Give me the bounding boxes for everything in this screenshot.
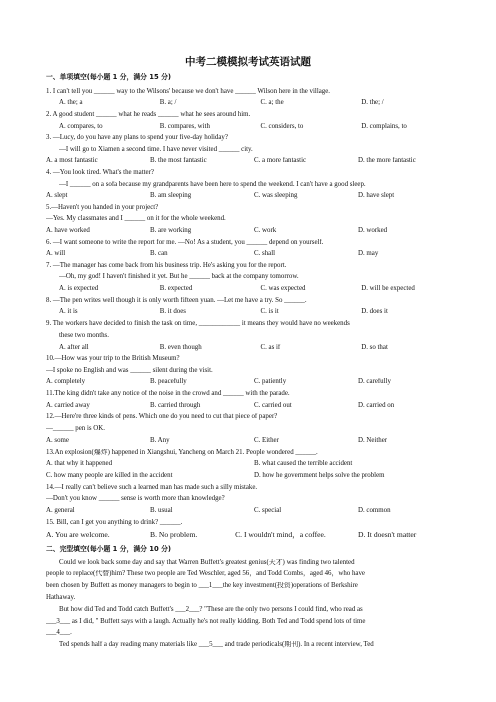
q15-stem: 15. Bill, can I get you anything to drink? ______. — [46, 519, 183, 526]
q11-stem: 11.The king didn't take any notice of the noise in the crowd and ______ with the parade. — [46, 390, 290, 397]
q10-stem: 10.—How was your trip to the British Museum? — [46, 355, 180, 362]
option: D. the more fantastic — [358, 157, 416, 164]
option: D. how he government helps solve the problem — [254, 472, 385, 479]
passage-line: ___3___ as I did, " Buffett says with a laugh. Actually he's not really kidding. Both Ted and Todd spend lots of time — [46, 618, 366, 625]
option: A. a most fantastic — [46, 157, 98, 164]
q7-stem-2: —Oh, my god! I haven't finished it yet. But he ______ back at the company tomorrow. — [59, 273, 299, 280]
option: C. I wouldn't mind，a coffee. — [235, 531, 326, 539]
passage-line: people to replace(代替)him? These two people are Ted Weschler, aged 56，and Todd Combs，aged 46，who have — [46, 570, 365, 577]
option: A. carried away — [46, 402, 90, 409]
q11-options — [46, 402, 462, 410]
option: C. a; the — [260, 99, 284, 106]
option: C. a more fantastic — [254, 157, 307, 164]
option: B. it does — [159, 308, 186, 315]
q13-stem: 13.An explosion(爆炸) happened in Xiangshui, Yancheng on March 21. People wondered ______. — [46, 449, 318, 456]
q4-options — [46, 192, 462, 200]
option: B. No problem. — [150, 531, 198, 539]
q14-stem: 14.—I really can't believe such a learned man has made such a silly mistake. — [46, 484, 258, 491]
section2-heading: 二、完型填空(每小题 1 分，满分 10 分) — [46, 545, 172, 553]
option: C. work — [254, 227, 277, 234]
option: A. the; a — [59, 99, 83, 106]
q14-stem-2: —Don't you know ______ sense is worth more than knowledge? — [46, 495, 225, 502]
option: A. it is — [59, 308, 78, 315]
q10-stem-2: —I spoke no English and was ______ silent during the visit. — [46, 367, 213, 374]
option: C. carried out — [254, 402, 292, 409]
q12-stem: 12.—Here're three kinds of pens. Which one do you need to cut that piece of paper? — [46, 413, 278, 420]
option: A. that why it happened — [46, 460, 113, 467]
passage-line: ___4___. — [46, 629, 72, 636]
option: B. carried through — [150, 402, 201, 409]
q4-stem: 4. —You look tired. What's the matter? — [46, 169, 154, 176]
q5-stem: 5.—Haven't you handed in your project? — [46, 204, 159, 211]
option: A. compares, to — [59, 123, 103, 130]
q8-options — [59, 308, 462, 316]
q7-stem: 7. —The manager has come back from his business trip. He's asking you for the report. — [46, 262, 287, 269]
q1-stem: 1. I can't tell you ______ way to the Wilsons' because we don't have ______ Wilson here in the village. — [46, 88, 331, 95]
option: C. patiently — [254, 378, 287, 385]
option: B. even though — [159, 344, 202, 351]
q4-stem-2: —I ______ on a sofa because my grandparents have been here to spend the weekend. I can't have a good sleep. — [59, 181, 366, 188]
option: C. how many people are killed in the accident — [46, 472, 173, 479]
passage-line: Hathaway. — [46, 594, 76, 601]
q14-options — [46, 507, 462, 515]
q6-options — [46, 250, 462, 258]
q1-options — [59, 99, 462, 107]
passage-line: been chosen by Buffett as money managers to begin to ___1___the key investment(投资)operations of Berkshire — [46, 582, 358, 589]
option: A. You are welcome. — [46, 531, 110, 539]
option: B. what caused the terrible accident — [254, 460, 353, 467]
q2-options — [59, 123, 462, 131]
option: C. shall — [254, 250, 276, 257]
passage-line: Could we look back some day and say that Warren Buffett's greatest genius(天才) was finding two talented — [59, 559, 355, 566]
q2-stem: 2. A good student ______ what he reads ______ what he sees around him. — [46, 111, 251, 118]
page-title: 中考二模模拟考试英语试题 — [185, 56, 311, 68]
q5-stem-2: —Yes. My classmates and I ______ on it for the whole weekend. — [46, 215, 226, 222]
option: C. considers, to — [260, 123, 304, 130]
q13-options-row2 — [46, 472, 462, 480]
passage-line: But how did Ted and Todd catch Buffett's ___2___? "These are the only two persons I could find, who read as — [59, 606, 363, 613]
option: A. is expected — [59, 285, 99, 292]
q9-stem: 9. The workers have decided to finish the task on time, ____________ it means they would have no weekends — [46, 320, 350, 327]
option: D. does it — [361, 308, 388, 315]
option: D. may — [358, 250, 379, 257]
q8-stem: 8. —The pen writes well though it is only worth fifteen yuan. —Let me have a try. So ______. — [46, 297, 307, 304]
option: A. some — [46, 437, 69, 444]
option: A. completely — [46, 378, 86, 385]
option: C. special — [254, 507, 282, 514]
option: C. as if — [260, 344, 281, 351]
option: B. expected — [159, 285, 193, 292]
option: B. a; / — [159, 99, 177, 106]
option: B. the most fantastic — [150, 157, 207, 164]
option: D. common — [358, 507, 391, 514]
q12-options — [46, 437, 462, 445]
q9-stem-2: these two months. — [59, 332, 109, 339]
option: A. have worked — [46, 227, 90, 234]
option: D. complains, to — [361, 123, 407, 130]
option: C. was expected — [260, 285, 306, 292]
option: B. are working — [150, 227, 192, 234]
option: D. Neither — [358, 437, 388, 444]
option: A. will — [46, 250, 66, 257]
q12-stem-2: —______ pen is OK. — [46, 425, 105, 432]
option: D. will be expected — [361, 285, 415, 292]
option: C. was sleeping — [254, 192, 298, 199]
q10-options — [46, 378, 462, 386]
q13-options-row1 — [46, 460, 462, 468]
option: B. compares, with — [159, 123, 210, 130]
q3-stem-2: —I will go to Xiamen a second time. I have never visited ______ city. — [59, 146, 253, 153]
q3-stem: 3. —Lucy, do you have any plans to spend your five-day holiday? — [46, 134, 228, 141]
option: A. after all — [59, 344, 89, 351]
q5-options — [46, 227, 462, 235]
option: D. It doesn't matter — [358, 531, 417, 539]
option: B. Any — [150, 437, 170, 444]
passage-line: Ted spends half a day reading many materials like ___5___ and trade periodicals(期刊). In a recent interview, Ted — [59, 641, 374, 648]
option: D. have slept — [358, 192, 395, 199]
q3-options — [46, 157, 462, 165]
option: B. usual — [150, 507, 173, 514]
q9-options — [59, 344, 462, 352]
option: B. can — [150, 250, 168, 257]
option: B. peacefully — [150, 378, 187, 385]
q6-stem: 6. —I want someone to write the report for me. —No! As a student, you ______ depend on yourself. — [46, 239, 324, 246]
section1-heading: 一、单项填空(每小题 1 分，满分 15 分) — [46, 73, 172, 81]
option: B. am sleeping — [150, 192, 192, 199]
option: D. the; / — [361, 99, 384, 106]
option: A. slept — [46, 192, 68, 199]
option: D. carefully — [358, 378, 391, 385]
option: D. worked — [358, 227, 388, 234]
option: C. Either — [254, 437, 279, 444]
q7-options — [59, 285, 462, 293]
option: D. so that — [361, 344, 388, 351]
option: A. general — [46, 507, 75, 514]
option: C. is it — [260, 308, 279, 315]
option: D. carried on — [358, 402, 395, 409]
q15-options — [46, 531, 462, 539]
